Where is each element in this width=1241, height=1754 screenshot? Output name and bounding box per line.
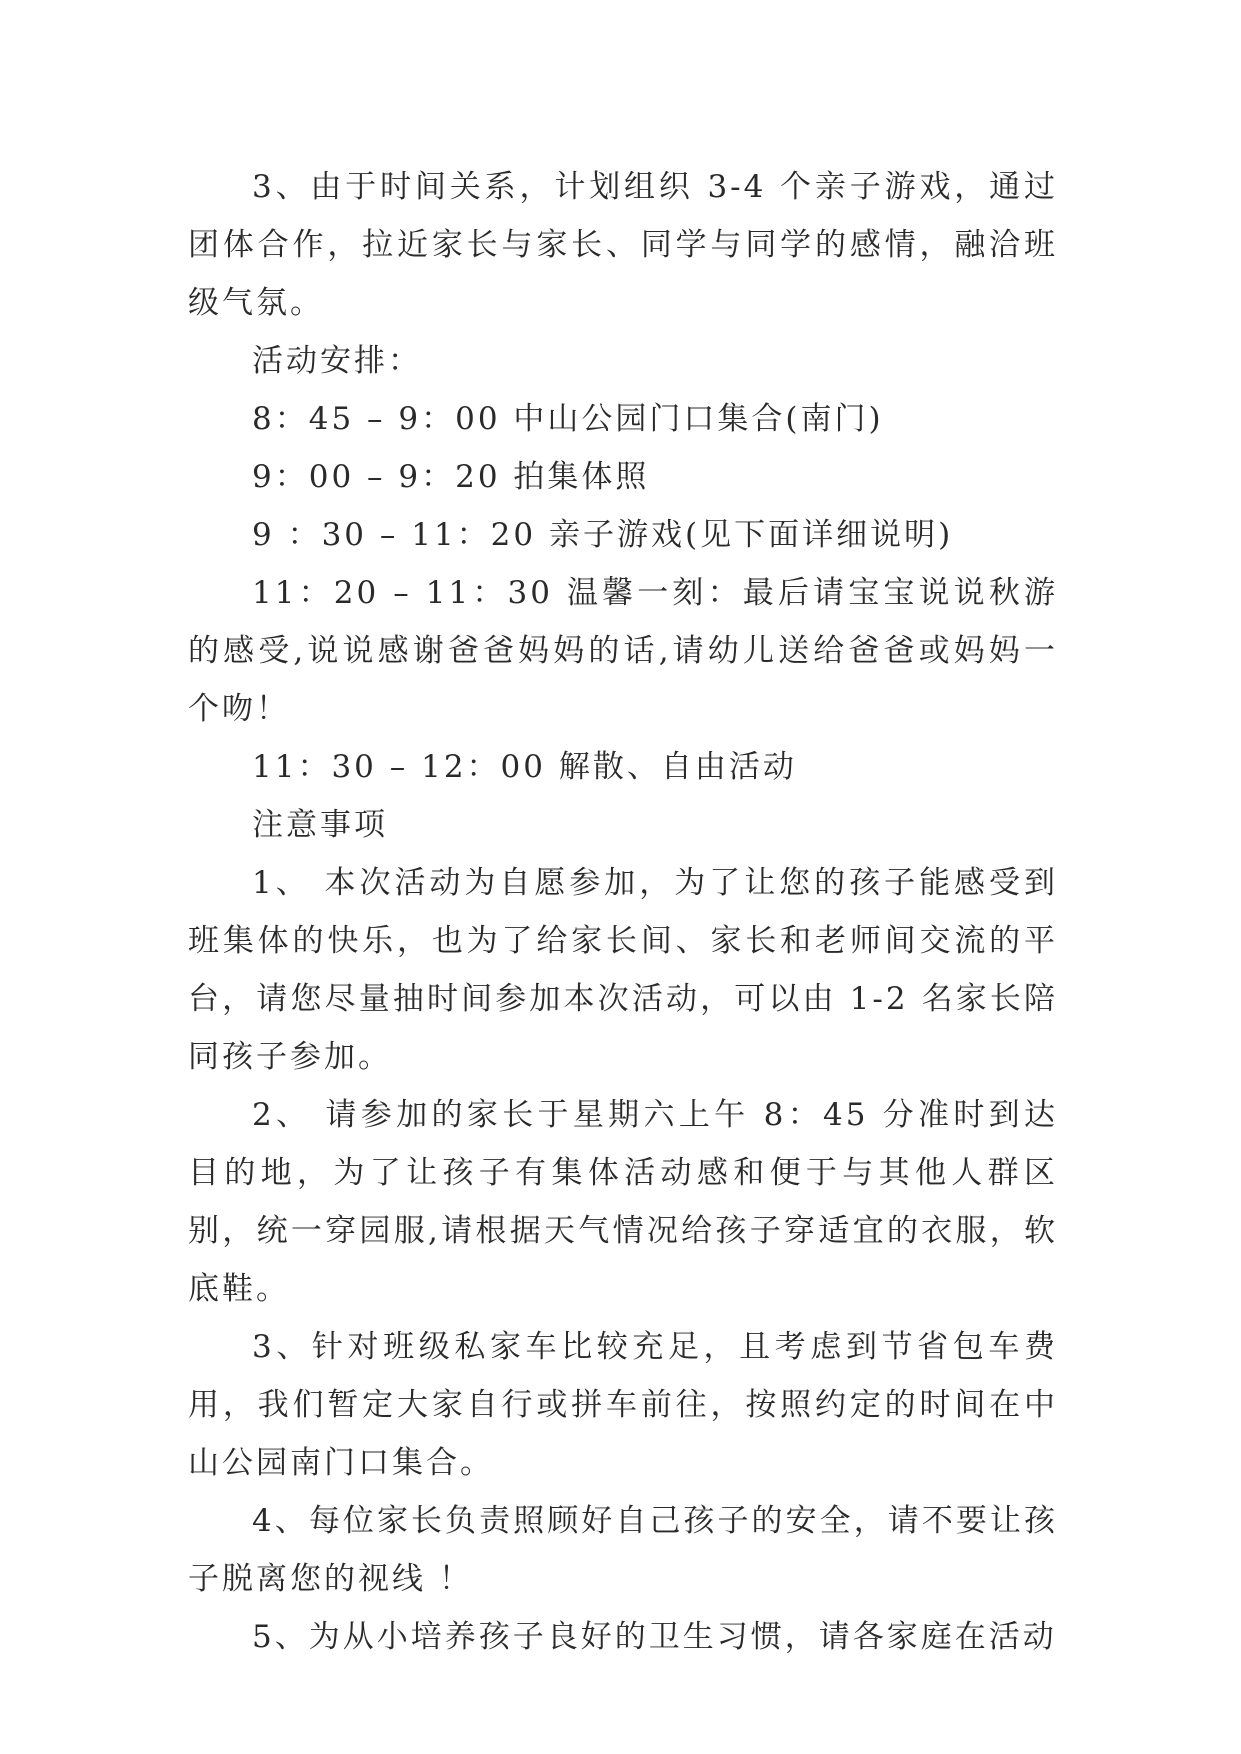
paragraph-notes-heading: 注意事项	[252, 807, 388, 843]
paragraph-schedule-warm-moment: 11：20 – 11：30 温馨一刻：最后请宝宝说说秋游的感受,说说感谢爸爸妈妈的话,请幼儿送给爸爸或妈妈一个吻！	[188, 575, 1058, 727]
paragraph-note-3: 3、针对班级私家车比较充足，且考虑到节省包车费用，我们暂定大家自行或拼车前往，按照约定的时间在中山公园南门口集合。	[188, 1329, 1058, 1481]
paragraph-schedule-dismissal: 11：30 – 12：00 解散、自由活动	[252, 749, 797, 785]
paragraph-note-5: 5、为从小培养孩子良好的卫生习惯，请各家庭在活动	[252, 1619, 1057, 1655]
paragraph-schedule-gathering: 8：45 – 9：00 中山公园门口集合(南门)	[252, 401, 884, 437]
paragraph-schedule-group-photo: 9：00 – 9：20 拍集体照	[252, 459, 650, 495]
paragraph-schedule-heading: 活动安排：	[252, 343, 422, 379]
paragraph-note-4: 4、每位家长负责照顾好自己孩子的安全，请不要让孩子脱离您的视线 ！	[188, 1503, 1058, 1597]
document-body	[188, 158, 1058, 1666]
paragraph-note-1: 1、 本次活动为自愿参加，为了让您的孩子能感受到班集体的快乐，也为了给家长间、家长和老师间交流的平台，请您尽量抽时间参加本次活动，可以由 1-2 名家长陪同孩子参加。	[188, 865, 1058, 1075]
paragraph-schedule-games: 9 ：30 – 11：20 亲子游戏(见下面详细说明)	[252, 517, 954, 553]
paragraph-note-2: 2、 请参加的家长于星期六上午 8：45 分准时到达目的地，为了让孩子有集体活动感和便于与其他人群区别，统一穿园服,请根据天气情况给孩子穿适宜的衣服，软底鞋。	[188, 1097, 1058, 1307]
paragraph-game-plan: 3、由于时间关系，计划组织 3-4 个亲子游戏，通过团体合作，拉近家长与家长、同学与同学的感情，融洽班级气氛。	[188, 169, 1058, 321]
